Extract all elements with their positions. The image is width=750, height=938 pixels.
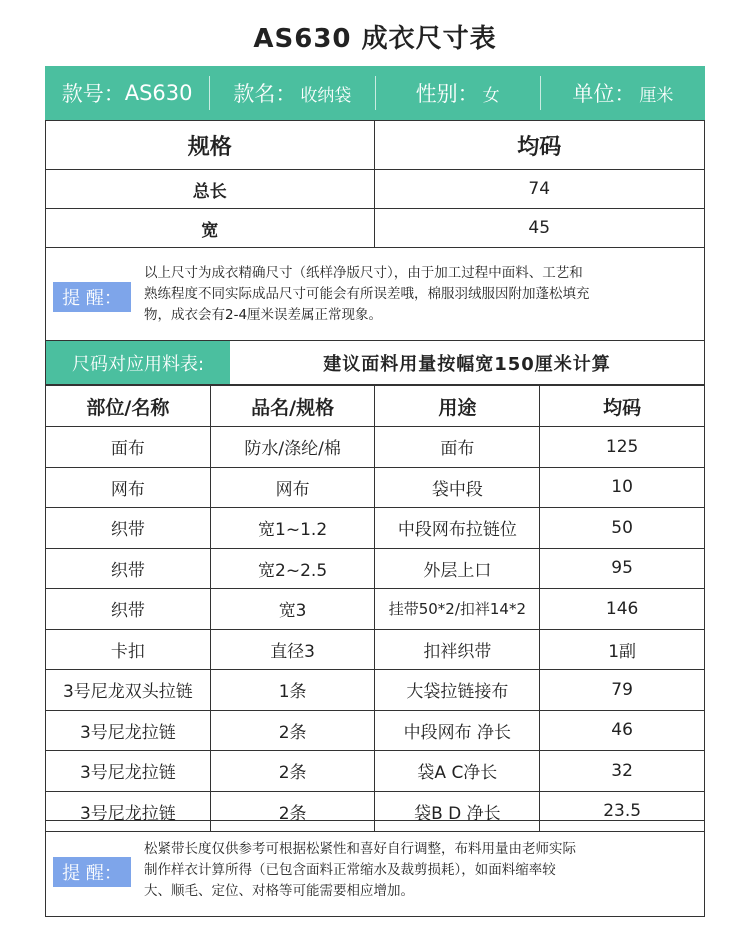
material-spec-cell: 网布 [210, 467, 375, 508]
materials-row [46, 548, 705, 589]
part-name-cell: 3号尼龙拉链 [46, 791, 211, 832]
materials-row [46, 629, 705, 670]
reminder-line: 以上尺寸为成衣精确尺寸（纸样净版尺寸），由于加工过程中面料、工艺和 [144, 265, 583, 281]
materials-badge: 尺码对应用料表: [46, 341, 230, 384]
spec-value: 74 [374, 170, 705, 209]
gender-value: 女 [482, 85, 500, 106]
style-number [45, 76, 209, 110]
style-number-value: AS630 [124, 81, 193, 105]
info-bar [45, 66, 705, 120]
page-title: AS630 成衣尺寸表 [253, 24, 497, 54]
materials-table [45, 385, 705, 832]
reminder-line: 物，成衣会有2-4厘米误差属正常现象。 [144, 307, 383, 323]
gender-label: 性别： [415, 82, 479, 106]
part-name-cell: 面布 [46, 427, 211, 468]
spec-header-cell: 规格 [46, 121, 375, 170]
unit [540, 76, 705, 110]
material-spec-cell: 2条 [210, 710, 375, 751]
usage-cell: 袋中段 [375, 467, 540, 508]
style-number-label: 款号： [61, 82, 125, 106]
part-name-cell: 3号尼龙拉链 [46, 710, 211, 751]
part-name-cell: 卡扣 [46, 629, 211, 670]
materials-note: 建议面料用量按幅宽150厘米计算 [323, 353, 611, 375]
usage-cell: 扣袢织带 [375, 629, 540, 670]
unit-label: 单位： [572, 82, 636, 106]
usage-cell: 袋B D 净长 [375, 791, 540, 832]
part-name-cell: 织带 [46, 589, 211, 630]
reminder-badge: 提 醒： [53, 282, 131, 312]
material-spec-cell: 直径3 [210, 629, 375, 670]
usage-cell: 中段网布 净长 [375, 710, 540, 751]
spec-header-cell: 均码 [374, 121, 705, 170]
materials-header-cell: 部位/名称 [46, 386, 211, 427]
materials-row [46, 710, 705, 751]
materials-header-cell: 用途 [375, 386, 540, 427]
spec-value: 45 [374, 209, 705, 248]
usage-cell: 袋A C净长 [375, 751, 540, 792]
usage-cell: 面布 [375, 427, 540, 468]
reminder-badge: 提 醒： [53, 857, 131, 887]
quantity-cell: 32 [540, 751, 705, 792]
quantity-cell: 1副 [540, 629, 705, 670]
material-spec-cell: 1条 [210, 670, 375, 711]
material-spec-cell: 2条 [210, 751, 375, 792]
style-name [209, 76, 374, 110]
quantity-cell: 23.5 [540, 791, 705, 832]
reminder-text [144, 839, 694, 902]
spec-row [46, 209, 705, 248]
part-name-cell: 网布 [46, 467, 211, 508]
style-name-value: 收纳袋 [300, 85, 352, 106]
materials-row [46, 508, 705, 549]
reminder-text [144, 263, 694, 326]
material-spec-cell: 2条 [210, 791, 375, 832]
usage-cell: 挂带50*2/扣袢14*2 [375, 589, 540, 630]
gender [375, 76, 540, 110]
usage-cell: 外层上口 [375, 548, 540, 589]
materials-header-cell: 均码 [540, 386, 705, 427]
part-name-cell: 3号尼龙双头拉链 [46, 670, 211, 711]
reminder-line: 制作样衣计算所得（已包含面料正常缩水及裁剪损耗），如面料缩率较 [144, 862, 556, 878]
quantity-cell: 79 [540, 670, 705, 711]
material-spec-cell: 宽3 [210, 589, 375, 630]
reminder-line: 大、顺毛、定位、对格等可能需要相应增加。 [144, 883, 414, 899]
size-spec-table [45, 120, 705, 248]
usage-cell: 中段网布拉链位 [375, 508, 540, 549]
materials-row [46, 467, 705, 508]
quantity-cell: 146 [540, 589, 705, 630]
material-spec-cell: 宽1~1.2 [210, 508, 375, 549]
part-name-cell: 织带 [46, 548, 211, 589]
spec-row [46, 170, 705, 209]
materials-header-cell: 品名/规格 [210, 386, 375, 427]
reminder-box [45, 245, 705, 341]
unit-value: 厘米 [639, 85, 674, 106]
materials-row [46, 589, 705, 630]
part-name-cell: 织带 [46, 508, 211, 549]
part-name-cell: 3号尼龙拉链 [46, 751, 211, 792]
material-spec-cell: 防水/涤纶/棉 [210, 427, 375, 468]
reminder-box-bottom [45, 820, 705, 917]
quantity-cell: 46 [540, 710, 705, 751]
materials-row [46, 670, 705, 711]
spec-label: 总长 [46, 170, 375, 209]
materials-header [45, 341, 705, 385]
reminder-line: 熟练程度不同实际成品尺寸可能会有所误差哦，棉服羽绒服因附加蓬松填充 [144, 286, 590, 302]
usage-cell: 大袋拉链接布 [375, 670, 540, 711]
quantity-cell: 50 [540, 508, 705, 549]
style-name-label: 款名： [233, 82, 297, 106]
spec-header-row [46, 121, 705, 170]
quantity-cell: 125 [540, 427, 705, 468]
material-spec-cell: 宽2~2.5 [210, 548, 375, 589]
quantity-cell: 10 [540, 467, 705, 508]
spec-label: 宽 [46, 209, 375, 248]
materials-header-row [46, 386, 705, 427]
materials-row [46, 751, 705, 792]
reminder-line: 松紧带长度仅供参考可根据松紧性和喜好自行调整，布料用量由老师实际 [144, 841, 576, 857]
materials-row [46, 427, 705, 468]
quantity-cell: 95 [540, 548, 705, 589]
